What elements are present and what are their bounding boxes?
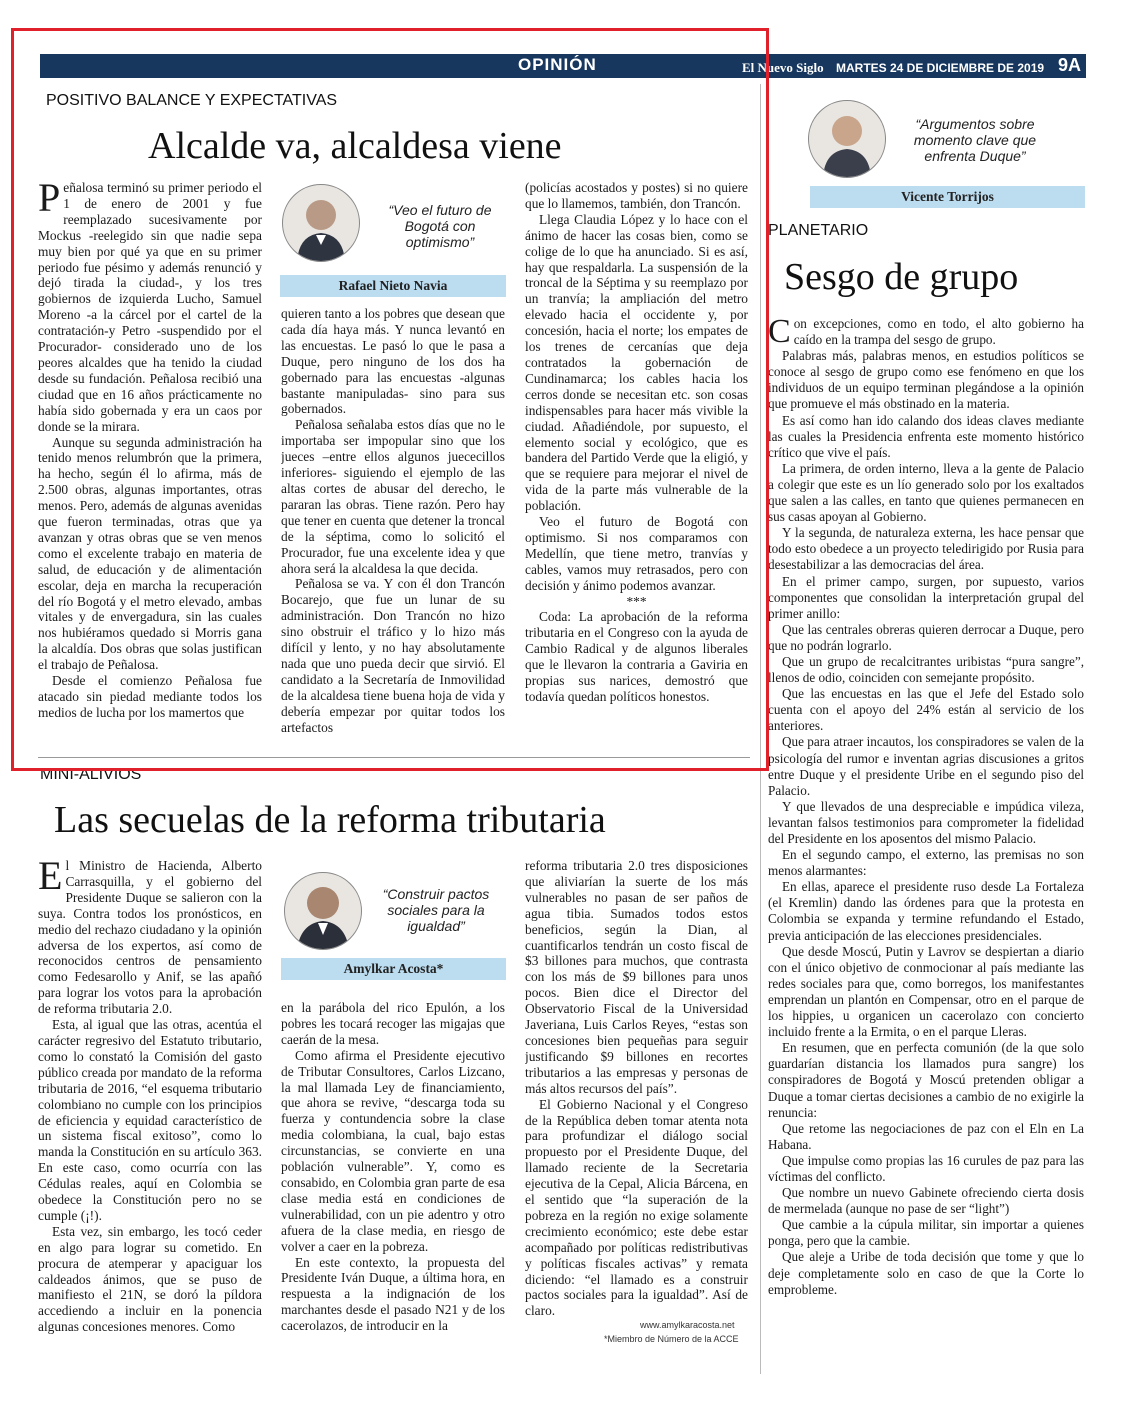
article3-paragraph: En ellas, aparece el presidente ruso desde La Fortaleza (el Kremlin) dando las órdenes para que la protesta en Colombia se expanda y termine refundando el Estado, previa anticipación de las elecciones presidenciales. (768, 879, 1084, 943)
article1-author: Rafael Nieto Navia (280, 275, 506, 297)
article2-kicker: MINI-ALIVIOS (40, 766, 142, 783)
article1-paragraph: Veo el futuro de Bogotá con optimismo. Si nos comparamos con Medellín, que tiene metro, tranvías y cables, vamos muy retrasados, pero con decisión y ánimo podemos avanzar. (525, 514, 748, 593)
article3-paragraph: Que aleje a Uribe de toda decisión que tome y que lo deje completamente solo en caso de que la Corte lo emproblemе. (768, 1249, 1084, 1297)
article3-paragraph: Que para atraer incautos, los conspiradores se valen de la psicología del rumor e inventan agrias discusiones a gritos entre Duque y el presidente Uribe en el segundo piso del Palacio. (768, 734, 1084, 798)
dropcap: C (768, 316, 791, 350)
separator-stars: *** (626, 593, 647, 609)
article3-paragraph: La primera, de orden interno, lleva a la gente de Palacio a colegir que este es un lío generado solo por los exaltados que salen a las calles, en tanto que quienes permanecen en sus casas apoyan al Gobierno. (768, 460, 1084, 525)
article2-column-1 (38, 858, 262, 1348)
article3-paragraph: Que cambie a la cúpula militar, sin importar a quienes ponga, pero que la cambie. (768, 1217, 1084, 1249)
article3-paragraph: Palabras más, palabras menos, en estudios políticos se conoce al sesgo de grupo como ese fenómeno en que los individuos de un equipo terminan plegándose a la opinión que promueve el más obstinado en la materia. (768, 348, 1084, 412)
author-website: www.amylkaracosta.net (640, 1320, 735, 1330)
article1-paragraph: Peñalosa se va. Y con él don Trancón Bocarejo, que fue un lunar de su administración. Don Trancón no hizo sino obstruir el tráfico y lo hizo más difícil y lento, y no hay absolutamente nada que uno pueda decir que sirvió. El candidato a la Secretaría de Inmovilidad de la alcaldesa tiene buena hoja de vida y debería empezar por quitar todos los artefactos (281, 576, 505, 735)
article2-paragraph: Esta vez, sin embargo, les tocó ceder en algo para lograr su cometido. En procura de atemperar y apaciguar los caldeados ánimos, que se puso de manifiesto el 21N, se doró la píldora accediendo a incluir en la ponencia algunas concesiones menores. Como (38, 1223, 262, 1335)
article1-paragraph: Peñalosa terminó su primer periodo el 1 de enero de 2001 y fue reemplazado sucesivamente por Mockus -reelegido sin que nadie sepa muy bien por qué ya que en su primer periodo fue pésimo y además renunció y dejó tirada la ciudad-, y los tres gobiernos de izquierda Lucho, Samuel Moreno -a la cárcel por el cartel de la contratación-y Petro -suspendido por el Procurador- considerado uno de los peores alcaldes que ha tenido la ciudad desde su fundación. Peñalosa recibió una ciudad que en 16 años prácticamente no había sido gobernada y era un caos por donde se la mirara. (38, 180, 262, 434)
article3-paragraph: Que las centrales obreras quieren derrocar a Duque, pero que no podrán lograrlo. (768, 621, 1084, 653)
section-label: OPINIÓN (518, 55, 597, 74)
author-footnote: *Miembro de Número de la ACCE (604, 1334, 739, 1344)
article3-kicker: PLANETARIO (768, 222, 869, 239)
article2-paragraph: en la parábola del rico Epulón, a los pobres les tocará recoger las migajas que caerán de la mesa. (281, 1000, 505, 1047)
article3-author: Vicente Torrijos (810, 186, 1085, 208)
article3-paragraph: Que las encuestas en las que el Jefe del Estado solo cuenta con el apoyo del 24% están al servicio de los anteriores. (768, 686, 1084, 734)
article3-paragraph: Y la segunda, de naturaleza externa, les hace pensar que todo esto obedece a un proyecto teledirigido por Rusia para desestabilizar a las democracias del área. (768, 525, 1084, 573)
article2-paragraph: En este contexto, la propuesta del Presidente Iván Duque, a última hora, en respuesta a la indignación de los marchantes desde el pasado N21 y de los cacerolazos, de introducir en la (281, 1254, 505, 1334)
article1-paragraph: Peñalosa señalaba estos días que no le importaba ser impopular sino que los jueces –entre ellos algunos juececillos inferiores- siguiendo el ejemplo de las altas cortes de abusar del derecho, le pararan las obras. Tiene razón. Pero hay que tener en cuenta que detener la troncal de la séptima, como lo solicitó el Procurador, fue una excelente idea y que ahora será la alcaldesa la que decida. (281, 417, 505, 576)
article3-paragraph: En resumen, que en perfecta comunión (de la que solo guardarían distancia los llamados pura sangre) los conspiradores de Bogotá y Moscú pretenden obligar a Duque a tomar ciertas decisiones a cambio de no exigirle la renuncia: (768, 1040, 1084, 1120)
article1-pull-quote: “Veo el futuro de Bogotá con optimismo” (388, 202, 492, 250)
article2-paragraph: El Ministro de Hacienda, Alberto Carrasquilla, y el gobierno del Presidente Duque se salieron con la suya. Contra todos los pronósticos, en medio del rechazo ciudadano y la opinión adversa de los expertos, así como de reconocidos centros de pensamiento como Fedesarollo y Anif, se las apañó para lograr los votos para la aprobación de reforma tributaria 2.0. (38, 858, 262, 1017)
author-portrait-acosta (284, 872, 362, 950)
article2-paragraph: Como afirma el Presidente ejecutivo de Tributar Consultores, Carlos Lizcano, la mal llamada Ley de financiamiento, que ahora se revive, “descarga toda su fuerza y contundencia sobre la clase media colombiana, la cual, bajo estas circunstancias, se convierte en una población vulnerable”. Y, como es consabido, en Colombia gran parte de esa clase media está en condiciones de vulnerabilidad, con un pie adentro y otro afuera de la clase media, en riesgo de volver a caer en la pobreza. (281, 1047, 505, 1254)
article2-title: Las secuelas de la reforma tributaria (54, 799, 606, 841)
issue-date: MARTES 24 DE DICIEMBRE DE 2019 (836, 61, 1045, 75)
article3-paragraph: En el segundo campo, el externo, las premisas no son menos alarmantes: (768, 847, 1084, 879)
article2-paragraph: El Gobierno Nacional y el Congreso de la República deben tomar atenta nota para profundizar el diálogo social propuesto por el Presidente Duque, del llamado reciente de la Secretaria ejecutiva de la Cepal, Alicia Bárcena, en el sentido que “la superación de la pobreza en la región no exige solamente crecimiento económico; este debe estar acompañado por políticas redistributivas y políticas fiscales activas” y remata diciendo: “el llamado es a construir pactos sociales para la igualdad”. Así de claro. (525, 1096, 748, 1318)
article3-paragraph: Que un grupo de recalcitrantes uribistas “pura sangre”, llenos de odio, coinciden con semejante propósito. (768, 653, 1084, 686)
highlight-frame (11, 28, 769, 771)
article1-paragraph: Aunque su segunda administración ha tenido menos relumbrón que la primera, ha hecho, según él lo afirma, más de 2.500 obras, algunas importantes, otras menos. Pero, además de algunas avenidas que fueron terminadas, otras que ya avanzan y otras obras que se ven menos como el excelente trabajo en materia de salud, de educación y de alimentación escolar, deja en marcha la recuperación del río Bogotá y el metro elevado, ambas vitales y de envergadura, sin las cuales nos hubiéramos quedado si Morris gana la alcaldía. Dos obras que solas justifican el trabajo de Peñalosa. (38, 434, 262, 673)
article1-title: Alcalde va, alcaldesa viene (148, 125, 562, 167)
dropcap: E (38, 858, 63, 898)
article1-paragraph: Llega Claudia López y lo hace con el ánimo de hacer las cosas bien, como se colige de lo que ha anunciado. Si es así, hay que respaldarla. La suspensión de la troncal de la Séptima y su reemplazo por un tranvía; la ampliación del metro elevado hacia el occidente y, por concesión, hacia el norte; los empates de los trenes de cercanías que deja contratados la gobernación de Cundinamarca; los cables hacia los cerros donde se necesitan etc. son cosas indispensables para hacer más vivible la ciudad. Añadiéndole, por supuesto, el elemento social y ecológico, que es bandera del Partido Verde que la eligió, y que se requiere para mejorar el nivel de vida de la parte más vulnerable de la población. (525, 211, 748, 514)
article3-paragraph: Con excepciones, como en todo, el alto gobierno ha caído en la trampa del sesgo de grupo. (768, 316, 1084, 350)
article1-paragraph: quieren tanto a los pobres que desean que cada día haya más. Y nunca levantó en las encuestas. Le pasó lo que le pasa a Duque, pero ninguno de los dos ha gobernado para las encuestas -algunas bastante manipuladas- sino para sus gobernados. (281, 306, 505, 417)
article3-paragraph: Que desde Moscú, Putin y Lavrov se despiertan a diario con el único objetivo de conmocionar al país mediante las redes sociales para que, como borregos, los manifestantes emprendan un plantón en Compensar, otro en el parque de los hippies, u organicen un cacerolazo con concierto incluido frente a la Ermita, o en el parque Lleras. (768, 943, 1084, 1040)
dropcap: P (38, 180, 61, 220)
article3-column (768, 316, 1084, 1356)
article1-paragraph: Desde el comienzo Peñalosa fue atacado sin piedad mediante todos los medios de lucha por los mamertos que (38, 673, 262, 720)
article3-paragraph: Que retome las negociaciones de paz con el Eln en La Habana. (768, 1120, 1084, 1152)
article1-coda: Coda: La aprobación de la reforma tributaria en el Congreso con la ayuda de Cambio Radical y de algunos liberales que le llevaron la contraria a Gaviria en propias sus narices, demostró que todavía quedan políticos honestos. (525, 609, 748, 704)
article1-kicker: POSITIVO BALANCE Y EXPECTATIVAS (46, 92, 338, 109)
article2-paragraph: reforma tributaria 2.0 tres disposiciones que aliviarían la suerte de los más vulnerables no pasan de ser paños de agua tibia. Sumados todos estos beneficios, según la Dian, al cuantificarlos tendrán un costo fiscal de $3 billones para muchos, que contrasta con los más de $9 billones para unos pocos. Bien dice el Director del Observatorio Fiscal de la Universidad Javeriana, Luis Carlos Reyes, “estas son concesiones bien pequeñas para seguir justificando $9 billones en recortes tributarios a las empresas y personas de más altos recursos del país”. (525, 858, 748, 1096)
article2-column-2 (281, 1000, 505, 1348)
article3-paragraph: En el primer campo, surgen, por supuesto, varios componentes que consolidan la interpretación grupal del primer anillo: (768, 573, 1084, 621)
article2-author: Amylkar Acosta* (281, 958, 506, 980)
person-silhouette-icon (809, 101, 885, 177)
author-portrait-torrijos (808, 100, 886, 178)
article2-paragraph: Esta, al igual que las otras, acentúa el carácter regresivo del Estatuto tributario, como lo constató la Comisión del gasto público creada por mandato de la reforma tributaria de 2016, “el esquema tributario colombiano no cumple con los principios de eficiencia y equidad característico de un sistema fiscal exitoso”, como lo manda la Constitución en su artículo 363. En este caso, como ocurría con las Cédulas reales, aquí en Colombia se obedece la Constitución pero no se cumple (¡!). (38, 1017, 262, 1223)
article3-paragraph: Es así como han ido calando dos ideas claves mediante las cuales la Presidencia enfrenta este momento histórico crítico que vive el país. (768, 412, 1084, 460)
article3-paragraph: Que nombre un nuevo Gabinete ofreciendo cierta dosis de mermelada (aunque no pase de ser “light”) (768, 1185, 1084, 1217)
article3-pull-quote: “Argumentos sobre momento clave que enfrenta Duque” (913, 116, 1037, 164)
page-number: 9A (1058, 55, 1082, 75)
person-silhouette-icon (285, 873, 361, 949)
article3-title: Sesgo de grupo (784, 256, 1019, 298)
article3-paragraph: Que impulse como propias las 16 curules de paz para las víctimas del conflicto. (768, 1152, 1084, 1184)
article2-column-3 (525, 858, 748, 1318)
article3-paragraph: Y que llevados de una despreciable e impúdica vileza, levantan falsos testimonios para comprometer la fidelidad del Presidente en los aposentos del mismo Palacio. (768, 798, 1084, 846)
newspaper-name: El Nuevo Siglo (742, 60, 824, 75)
article2-pull-quote: “Construir pactos sociales para la igualdad” (382, 886, 490, 934)
article1-paragraph: (policías acostados y postes) si no quiere que lo llamemos, también, don Trancón. (525, 180, 748, 211)
